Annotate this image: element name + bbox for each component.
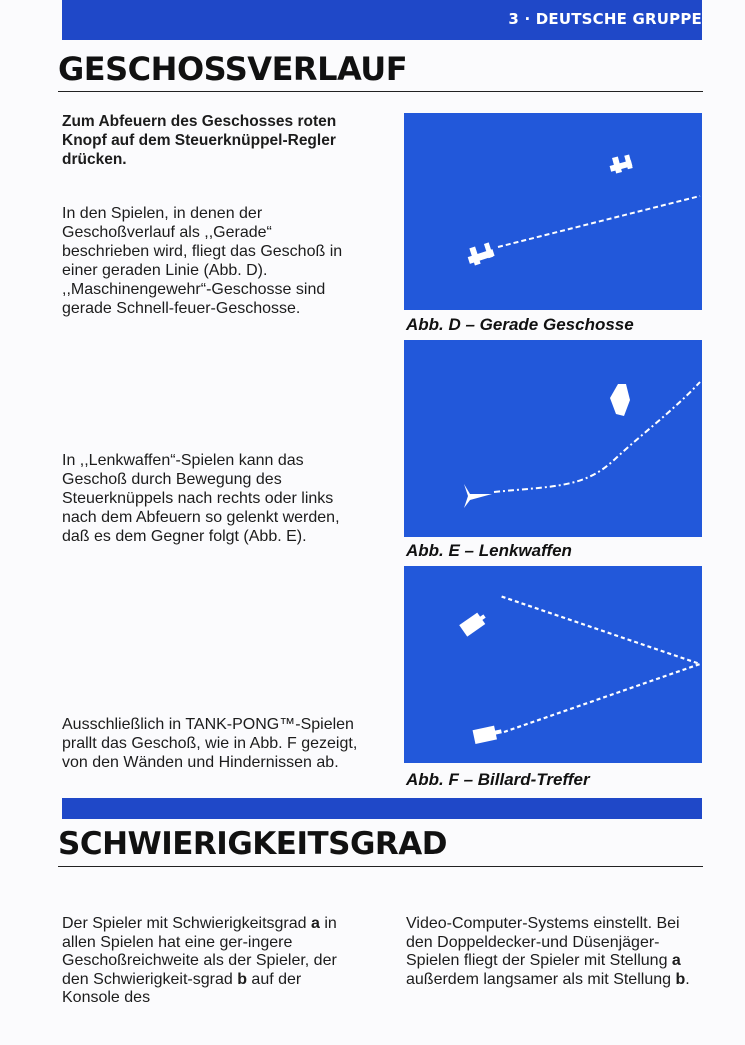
paragraph-ricochet: Ausschließlich in TANK-PONG™-Spielen prallt das Geschoß, wie in Abb. F gezeigt, von den Wänden und Hindernissen ab. xyxy=(62,716,358,771)
difficulty-text-right xyxy=(406,915,706,989)
biplane-straight-shot-illustration xyxy=(404,113,702,310)
setting-b-label: b xyxy=(237,970,247,988)
title-rule xyxy=(58,866,703,867)
setting-a-label: a xyxy=(671,952,681,969)
caption-figure-e: Abb. E – Lenkwaffen xyxy=(406,541,572,560)
section-divider-band xyxy=(62,798,702,819)
setting-a-label: a xyxy=(310,915,320,932)
jet-guided-missile-illustration xyxy=(404,340,702,537)
target-jet-icon xyxy=(610,384,630,416)
text-span: auf der Konsole des xyxy=(62,970,302,1006)
setting-b-label: b xyxy=(675,970,686,988)
text-span: außerdem langsamer als mit Stellung xyxy=(406,970,676,988)
text-span: Der Spieler mit Schwierigkeitsgrad xyxy=(62,915,311,932)
paragraph-straight-shot: In den Spielen, in denen der Geschoßverlauf als ,,Gerade“ beschrieben wird, fliegt das Geschoß in einer geraden Linie (Abb. D). ,,Maschinengewehr“-Geschosse sind gerade Schnell-feuer-Geschosse. xyxy=(62,205,343,317)
section-title-schwierigkeitsgrad: SCHWIERIGKEITSGRAD xyxy=(58,826,448,862)
paragraph-guided-missile: In ,,Lenkwaffen“-Spielen kann das Geschoß durch Bewegung des Steuerknüppels nach rechts oder links nach dem Abfeuern so gelenkt werden, daß es dem Gegner folgt (Abb. E). xyxy=(62,452,340,545)
ricochet-path xyxy=(500,596,700,732)
caption-figure-d: Abb. D – Gerade Geschosse xyxy=(406,315,634,334)
tank-ricochet-illustration xyxy=(404,566,702,763)
group-label: 3 · DEUTSCHE GRUPPE xyxy=(508,10,702,28)
player-jet-icon xyxy=(464,484,492,508)
straight-shot-line xyxy=(498,196,700,247)
text-span: Video-Computer-Systems einstellt. Bei den Doppeldecker-und Düsenjäger-Spielen fliegt der Spieler mit Stellung xyxy=(406,915,680,969)
text-span: . xyxy=(685,970,690,988)
figure-f xyxy=(404,566,702,763)
title-rule xyxy=(58,91,703,92)
figure-d xyxy=(404,113,702,310)
player-biplane-icon xyxy=(468,242,495,265)
section-title-geschossverlauf: GESCHOSSVERLAUF xyxy=(58,50,408,88)
text-span: in allen Spielen hat eine ger-ingere Geschoßreichweite als der Spieler, der den Schwierigkeit-sgrad xyxy=(62,915,337,988)
enemy-tank-icon xyxy=(459,610,488,636)
enemy-biplane-icon xyxy=(610,154,633,173)
paragraph-fire-instruction: Zum Abfeuern des Geschosses roten Knopf auf dem Steuerknüppel-Regler drücken. xyxy=(62,113,337,168)
figure-e xyxy=(404,340,702,537)
header-bar xyxy=(62,0,702,40)
guided-missile-path xyxy=(494,382,700,492)
player-tank-icon xyxy=(473,724,503,744)
caption-figure-f: Abb. F – Billard-Treffer xyxy=(406,770,590,789)
difficulty-text-left xyxy=(62,915,362,1008)
